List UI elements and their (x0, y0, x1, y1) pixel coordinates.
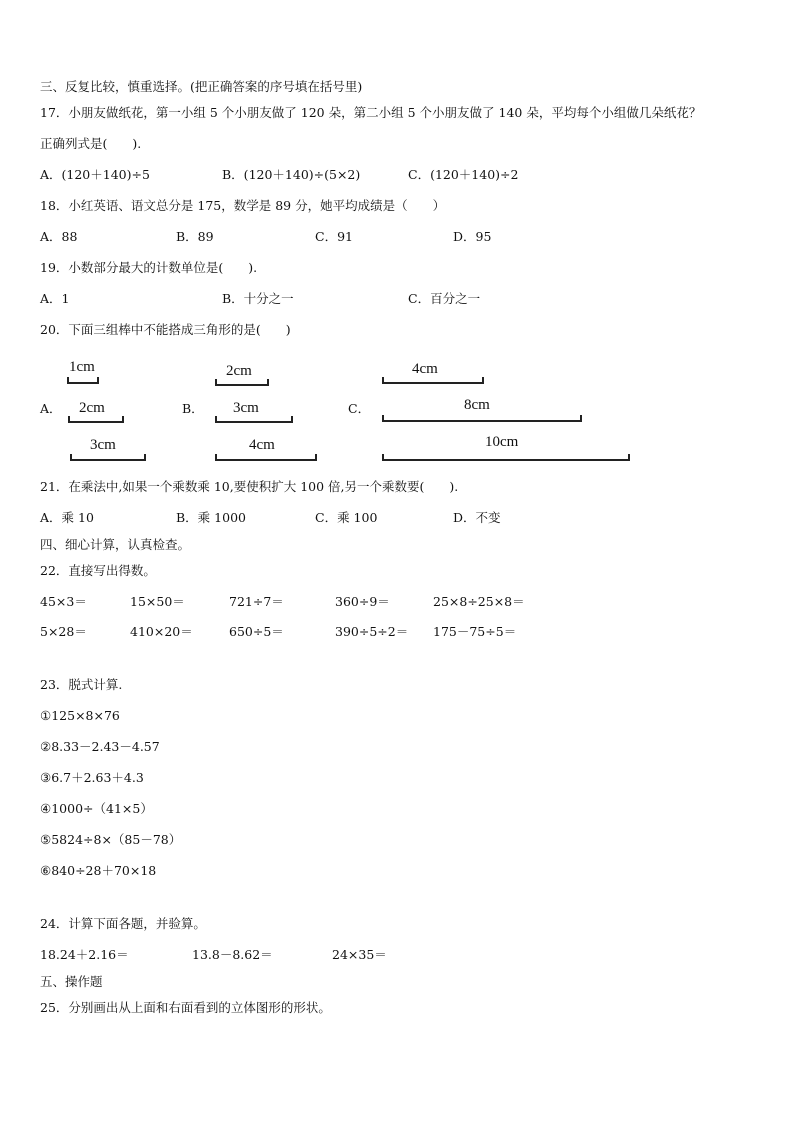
q21-option-c[interactable]: C．乘 100 (315, 510, 378, 525)
q17-stem: 17．小朋友做纸花，第一小组 5 个小朋友做了 120 朵，第二小组 5 个小朋友做了 140 朵，平均每个小组做几朵纸花？ (40, 105, 702, 120)
stick-a3-bar (70, 454, 146, 461)
q25-stem: 25．分别画出从上面和右面看到的立体图形的形状。 (40, 1000, 331, 1015)
q24-stem: 24．计算下面各题，并验算。 (40, 916, 206, 931)
q23-item-6: ⑥840÷28＋70×18 (40, 863, 157, 878)
q22-r1-5: 25×8÷25×8＝ (433, 594, 525, 609)
q21-option-d[interactable]: D．不变 (453, 510, 501, 525)
q23-item-3: ③6.7＋2.63＋4.3 (40, 770, 144, 785)
stick-c2-label: 8cm (464, 397, 490, 413)
q19-option-b[interactable]: B．十分之一 (222, 291, 294, 306)
q21-stem: 21．在乘法中,如果一个乘数乘 10,要使积扩大 100 倍,另一个乘数要( ). (40, 479, 459, 494)
stick-c3-bar (382, 454, 630, 461)
q23-item-5: ⑤5824÷8×（85－78） (40, 832, 182, 847)
stick-c1-bar (382, 377, 484, 384)
stick-c3-label: 10cm (485, 434, 519, 450)
q17-option-c[interactable]: C．(120＋140)÷2 (408, 167, 519, 182)
stick-b3 (215, 437, 317, 463)
stick-c2-bar (382, 415, 582, 422)
q17-option-a[interactable]: A．(120＋140)÷5 (40, 167, 150, 182)
q22-r2-2: 410×20＝ (130, 624, 193, 639)
q19-option-a[interactable]: A．1 (40, 291, 70, 306)
stick-b2-bar (215, 416, 293, 423)
stick-a2 (68, 400, 124, 426)
q18-option-d[interactable]: D．95 (453, 229, 492, 244)
q22-r2-3: 650÷5＝ (229, 624, 284, 639)
q17-option-b[interactable]: B．(120＋140)÷(5×2) (222, 167, 361, 182)
section-5-heading: 五、操作题 (40, 974, 103, 989)
stick-a1-bar (67, 377, 99, 384)
stick-b2-label: 3cm (233, 400, 259, 416)
stick-a3-label: 3cm (90, 437, 116, 453)
stick-c3 (382, 434, 630, 462)
q22-r2-5: 175－75÷5＝ (433, 624, 517, 639)
stick-c1 (382, 361, 484, 387)
q22-stem: 22．直接写出得数。 (40, 563, 156, 578)
stick-b2 (215, 400, 293, 426)
q20-stem: 20．下面三组棒中不能搭成三角形的是( ) (40, 322, 291, 337)
q19-option-c[interactable]: C．百分之一 (408, 291, 481, 306)
q22-r1-1: 45×3＝ (40, 594, 87, 609)
stick-a1 (67, 359, 99, 385)
q20-option-c[interactable]: C． (348, 401, 371, 416)
q21-option-a[interactable]: A．乘 10 (40, 510, 94, 525)
q23-item-4: ④1000÷（41×5） (40, 801, 153, 816)
stick-b1 (215, 363, 269, 389)
q23-stem: 23．脱式计算. (40, 677, 123, 692)
q22-r2-4: 390÷5÷2＝ (335, 624, 409, 639)
q19-stem: 19．小数部分最大的计数单位是( ). (40, 260, 258, 275)
q22-r2-1: 5×28＝ (40, 624, 87, 639)
stick-a2-label: 2cm (79, 400, 105, 416)
q17-stem-line2: 正确列式是( ). (40, 136, 142, 151)
stick-b1-label: 2cm (226, 363, 252, 379)
q22-r1-4: 360÷9＝ (335, 594, 390, 609)
q23-item-1: ①125×8×76 (40, 708, 120, 723)
stick-a2-bar (68, 416, 124, 423)
q22-r1-2: 15×50＝ (130, 594, 185, 609)
q18-option-b[interactable]: B．89 (176, 229, 214, 244)
section-4-heading: 四、细心计算，认真检查。 (40, 537, 191, 552)
q20-option-b[interactable]: B． (182, 401, 204, 416)
q24-item-2: 13.8－8.62＝ (192, 947, 273, 962)
stick-c1-label: 4cm (412, 361, 438, 377)
stick-b1-bar (215, 379, 269, 386)
q21-option-b[interactable]: B．乘 1000 (176, 510, 246, 525)
q22-r1-3: 721÷7＝ (229, 594, 284, 609)
section-3-heading: 三、反复比较，慎重选择。(把正确答案的序号填在括号里) (40, 79, 363, 94)
stick-b3-label: 4cm (249, 437, 275, 453)
q24-item-3: 24×35＝ (332, 947, 387, 962)
stick-a3 (70, 437, 146, 463)
q18-option-c[interactable]: C．91 (315, 229, 353, 244)
stick-b3-bar (215, 454, 317, 461)
q23-item-2: ②8.33－2.43－4.57 (40, 739, 160, 754)
stick-a1-label: 1cm (69, 359, 95, 375)
stick-c2 (382, 397, 582, 423)
q20-option-a[interactable]: A． (40, 401, 62, 416)
q18-option-a[interactable]: A．88 (40, 229, 78, 244)
q24-item-1: 18.24＋2.16＝ (40, 947, 129, 962)
q18-stem: 18．小红英语、语文总分是 175，数学是 89 分，她平均成绩是（ ） (40, 198, 446, 213)
